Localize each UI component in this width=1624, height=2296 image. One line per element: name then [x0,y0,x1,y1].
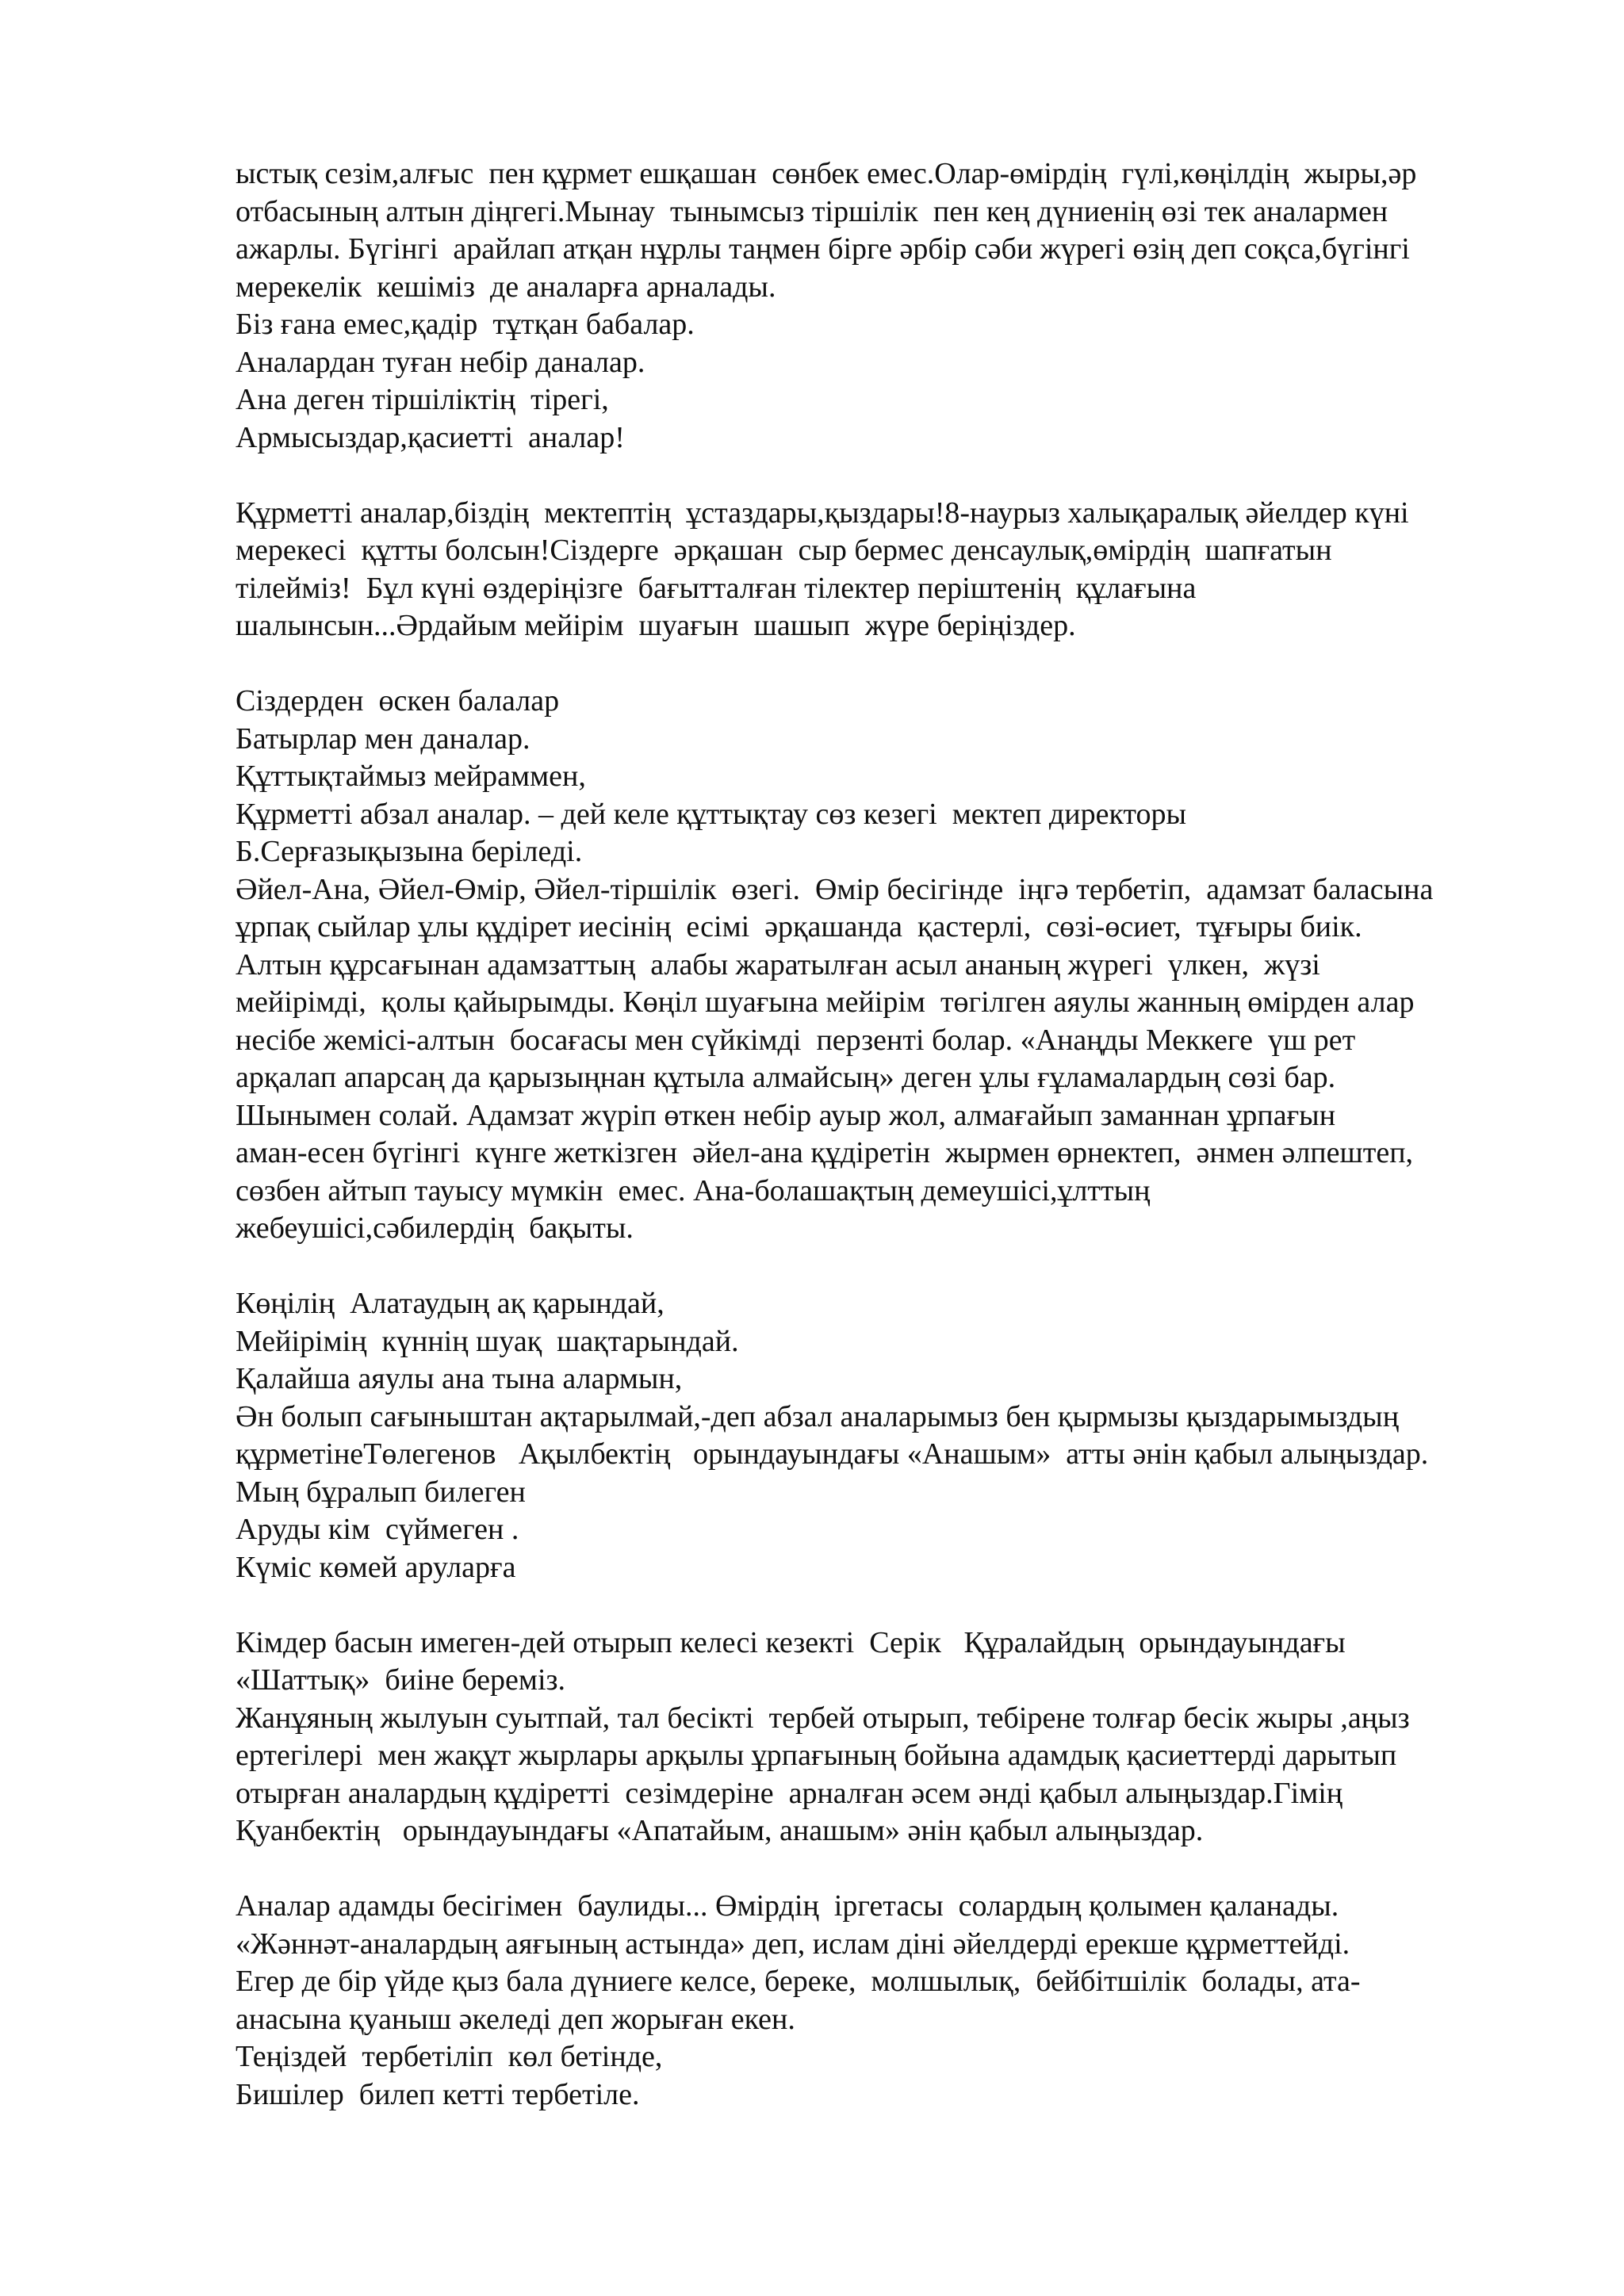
text-line: тілейміз! Бұл күні өздеріңізге бағытталған тілектер періштенің құлағына [236,571,1197,605]
text-line: Б.Серғазықызына беріледі. [236,835,583,868]
text-line: сөзбен айтып тауысу мүмкін емес. Ана-болашақтың демеушісі,ұлттың [236,1173,1151,1207]
text-line: Егер де бір үйде қыз бала дүниеге келсе, береке, молшылық, бейбітшілік болады, ата- [236,1965,1361,1998]
blank-line [236,645,1584,683]
text-line: «Шаттық» биіне береміз. [236,1663,566,1697]
text-line: Жанұяның жылуын суытпай, тал бесікті тербей отырып, тебірене толғар бесік жыры ,аңыз [236,1701,1410,1735]
text-line: Біз ғана емес,қадір тұтқан бабалар. [236,308,695,341]
text-line: Шынымен солай. Адамзат жүріп өткен небір ауыр жол, алмағайып заманнан ұрпағын [236,1098,1336,1132]
text-line: Сіздерден өскен балалар [236,684,560,718]
text-line: мейірімді, қолы қайырымды. Көңіл шуағына мейірім төгілген аяулы жанның өмірден алар [236,985,1415,1019]
text-line: отбасының алтын діңгегі.Мынау тынымсыз тіршілік пен кең дүниенің өзі тек аналармен [236,194,1388,228]
text-line: ұрпақ сыйлар ұлы құдірет иесінің есімі әрқашанда қастерлі, сөзі-өсиет, тұғыры биік. [236,910,1362,943]
text-line: шалынсын...Әрдайым мейірім шуағын шашып жүре беріңіздер. [236,609,1076,642]
text-line: Қуанбектің орындауындағы «Апатайым, анашым» әнін қабыл алыңыздар. [236,1814,1204,1847]
text-line: Алтын құрсағынан адамзаттың алабы жаратылған асыл ананың жүрегі үлкен, жүзі [236,947,1320,982]
blank-line [236,1850,1584,1888]
text-line: Қалайша аяулы ана тына алармын, [236,1362,683,1395]
text-line: Құттықтаймыз мейраммен, [236,760,586,793]
text-line: Аруды кім сүймеген . [236,1513,519,1546]
text-line: Көңілің Алатаудың ақ қарындай, [236,1287,665,1320]
text-line: Ана деген тіршіліктің тірегі, [236,383,609,416]
text-line: несібе жемісі-алтын босағасы мен сүйкімді перзенті болар. «Анаңды Меккеге үш рет [236,1023,1356,1057]
text-line: анасына қуаныш әкеледі деп жорыған екен. [236,2002,795,2036]
text-line: мерекелік кешіміз де аналарға арналады. [236,270,776,304]
text-line: Мың бұралып билеген [236,1475,526,1509]
text-line: ыстық сезім,алғыс пен құрмет ешқашан сөнбек емес.Олар-өмірдің гүлі,көңілдің жыры,әр [236,157,1417,190]
text-line: Бишілер билеп кетті тербетіле. [236,2077,640,2111]
text-line: Теңіздей тербетіліп көл бетінде, [236,2040,663,2073]
text-line: Ән болып сағыныштан ақтарылмай,-деп абзал аналарымыз бен қырмызы қыздарымыздың [236,1399,1400,1433]
text-line: Батырлар мен даналар. [236,721,530,756]
text-line: отырған аналардың құдіретті сезімдеріне арналған әсем әнді қабыл алыңыздар.Гімің [236,1776,1343,1810]
text-line: құрметінеТөлегенов Ақылбектің орындауындағы «Анашым» атты әнін қабыл алыңыздар. [236,1437,1429,1471]
text-line: жебеушісі,сәбилердің бақыты. [236,1211,634,1245]
text-line: аман-есен бүгінгі күнге жеткізген әйел-ана құдіретін жырмен өрнектеп, әнмен әлпештеп, [236,1136,1414,1169]
text-line: арқалап апарсаң да қарызыңнан құтыла алмайсың» деген ұлы ғұламалардың сөзі бар. [236,1061,1336,1094]
text-line: Аналар адамды бесігімен баулиды... Өмірдің іргетасы солардың қолымен қаланады. [236,1889,1339,1923]
text-line: Құрметті аналар,біздің мектептің ұстаздары,қыздары!8-наурыз халықаралық әйелдер күні [236,496,1409,530]
text-line: Құрметті абзал аналар. – дей келе құттықтау сөз кезегі мектеп директоры [236,797,1187,831]
text-line: Мейірімің күннің шуақ шақтарындай. [236,1324,739,1358]
text-line: Күміс көмей аруларға [236,1550,516,1584]
text-line: Армысыздар,қасиетті аналар! [236,420,625,454]
blank-line [236,1248,1584,1286]
text-line: ертегілері мен жақұт жырлары арқылы ұрпағының бойына адамдық қасиеттерді дарытып [236,1739,1397,1772]
text-line: мерекесі құтты болсын!Сіздерге әрқашан сыр бермес денсаулық,өмірдің шапғатын [236,534,1332,567]
blank-line [236,1586,1584,1624]
text-line: ажарлы. Бүгінгі арайлап атқан нұрлы таңмен бірге әрбір сәби жүрегі өзің деп соқса,бүгінгі [236,232,1410,266]
document-body [236,155,1584,2114]
blank-line [236,457,1584,495]
text-line: «Жәннәт-аналардың аяғының астында» деп, ислам діні әйелдерді ерекше құрметтейді. [236,1927,1350,1961]
text-line: Аналардан туған небір даналар. [236,345,645,379]
text-line: Әйел-Ана, Әйел-Өмір, Әйел-тіршілік өзегі. Өмір бесігінде іңгә тербетіп, адамзат баласына [236,872,1434,906]
text-line: Кімдер басын имеген-дей отырып келесі кезекті Серік Құралайдың орындауындағы [236,1625,1346,1659]
